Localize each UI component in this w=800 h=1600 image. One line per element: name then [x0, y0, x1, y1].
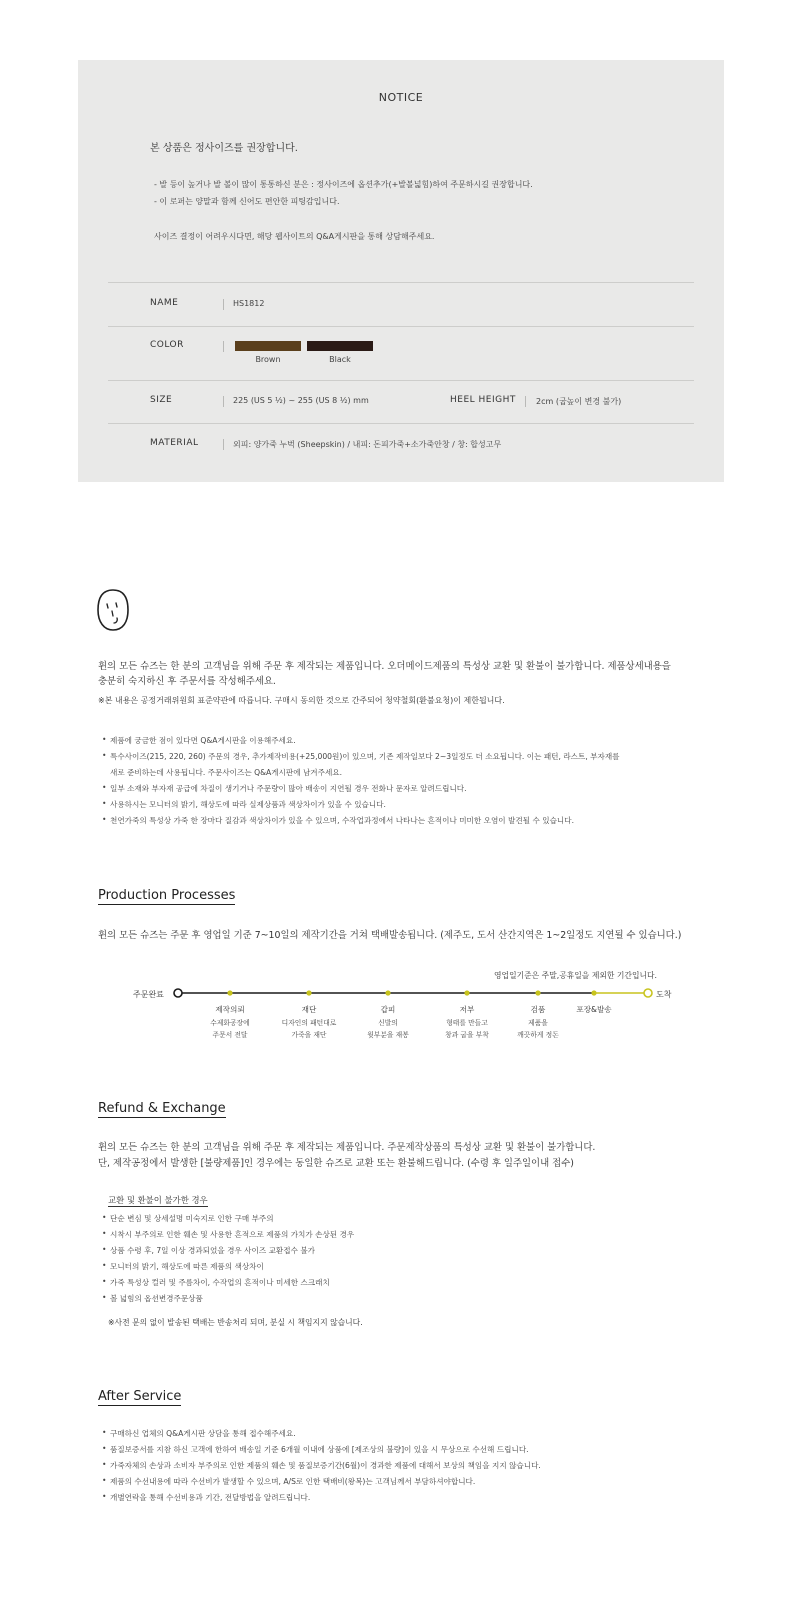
list-item: • 품질보증서를 지참 하신 고객에 한하여 배송일 기준 6개월 이내에 상품에 [제조상의 불량]이 있을 시 무상으로 수선해 드립니다. — [110, 1444, 529, 1455]
list-item: • 단순 변심 및 상세설명 미숙지로 인한 구매 부주의 — [110, 1213, 274, 1224]
refund-subheading: 교환 및 환불이 불가한 경우 — [108, 1195, 208, 1205]
production-heading: Production Processes — [98, 888, 236, 903]
spec-size-label: SIZE — [150, 395, 173, 405]
spec-material-value: 외피: 양가죽 누벅 (Sheepskin) / 내피: 돈피가죽+소가죽안창 / 창: 합성고무 — [233, 440, 502, 449]
timeline-step-label: 갑피 — [380, 1005, 396, 1014]
list-item: • 가죽 특성상 컬러 및 주름차이, 수작업의 흔적이나 미세한 스크래치 — [110, 1277, 330, 1288]
timeline-step-dot — [385, 990, 390, 995]
timeline-step-desc: 형태를 만들고 — [446, 1019, 488, 1027]
timeline-step-label: 저부 — [459, 1005, 475, 1014]
notice-consult-text: 사이즈 결정이 어려우시다면, 해당 웹사이트의 Q&A게시판을 통해 상담해주세요. — [154, 232, 435, 241]
spec-heel-label: HEEL HEIGHT — [450, 395, 516, 405]
list-item: • 제품의 수선내용에 따라 수선비가 발생할 수 있으며, A/S로 인한 택배비(왕복)는 고객님께서 부담하셔야합니다. — [110, 1476, 475, 1487]
spec-name-label: NAME — [150, 298, 179, 308]
spec-material-label: MATERIAL — [150, 438, 199, 448]
notice-title: NOTICE — [378, 91, 424, 104]
timeline-step-desc: 디자인의 패턴대로 — [281, 1019, 337, 1027]
timeline-step-dot — [591, 990, 596, 995]
list-item: • 천연가죽의 특성상 가죽 한 장마다 질감과 색상차이가 있을 수 있으며, 수작업과정에서 나타나는 흔적이나 미미한 오염이 발견될 수 있습니다. — [110, 815, 574, 826]
timeline-step-desc: 깨끗하게 정돈 — [517, 1031, 559, 1039]
timeline-step-dot — [535, 990, 540, 995]
intro-paragraph: 휜의 모든 슈즈는 한 분의 고객님을 위해 주문 후 제작되는 제품입니다. 오더메이드제품의 특성상 교환 및 환불이 불가합니다. 제품상세내용을 — [98, 661, 671, 672]
timeline-step-desc: 제품을 — [528, 1019, 548, 1027]
spec-color-label: COLOR — [150, 340, 184, 350]
notice-line: - 이 로퍼는 양말과 함께 신어도 편안한 피팅감입니다. — [154, 197, 340, 206]
list-item: • 제품에 궁금한 점이 있다면 Q&A게시판을 이용해주세요. — [110, 735, 296, 746]
timeline-start-label: 주문완료 — [133, 990, 164, 999]
timeline-end-node — [644, 989, 652, 997]
notice-line: - 발 등이 높거나 발 볼이 많이 통통하신 분은 : 정사이즈에 옵션추가(+발볼넓힘)하여 주문하시길 권장합니다. — [154, 180, 533, 189]
intro-paragraph: 충분히 숙지하신 후 주문서를 작성해주세요. — [98, 676, 276, 687]
production-text: 휜의 모든 슈즈는 주문 후 영업일 기준 7~10일의 제작기간을 거쳐 택배발송됩니다. (제주도, 도서 산간지역은 1~2일정도 지연될 수 있습니다.) — [98, 930, 682, 941]
timeline-step-desc: 창과 굽을 부착 — [445, 1031, 489, 1039]
spec-name-value: HS1812 — [233, 299, 265, 308]
timeline-step-desc: 윗부분을 재봉 — [367, 1031, 409, 1039]
color-swatch-label: Black — [329, 355, 351, 364]
refund-heading: Refund & Exchange — [98, 1101, 226, 1116]
timeline-step-label: 검품 — [530, 1005, 546, 1014]
timeline-step-dot — [464, 990, 469, 995]
refund-paragraph: 단, 제작공정에서 발생한 [불량제품]인 경우에는 동일한 슈즈로 교환 또는 환불해드립니다. (수령 후 일주일이내 접수) — [98, 1158, 574, 1169]
list-item: • 볼 넓힘의 옵션변경주문상품 — [110, 1293, 203, 1304]
timeline-start-node — [174, 989, 182, 997]
timeline-step-desc: 수제화공장에 — [210, 1019, 250, 1027]
timeline-step-label: 포장&발송 — [576, 1005, 612, 1014]
intro-note: ※본 내용은 공정거래위원회 표준약관에 따릅니다. 구매시 동의한 것으로 간주되어 청약철회(환불요청)이 제한됩니다. — [98, 696, 505, 705]
timeline-step-label: 재단 — [301, 1005, 317, 1014]
list-item: • 시착시 부주의로 인한 훼손 및 사용한 흔적으로 제품의 가치가 손상된 경우 — [110, 1229, 354, 1240]
list-item: • 사용하시는 모니터의 밝기, 해상도에 따라 실제상품과 색상차이가 있을 수 있습니다. — [110, 799, 386, 810]
refund-paragraph: 휜의 모든 슈즈는 한 분의 고객님을 위해 주문 후 제작되는 제품입니다. 주문제작상품의 특성상 교환 및 환불이 불가합니다. — [98, 1142, 596, 1153]
timeline-step-dot — [227, 990, 232, 995]
timeline-step-dot — [306, 990, 311, 995]
list-item: • 상품 수령 후, 7일 이상 경과되었을 경우 사이즈 교환접수 불가 — [110, 1245, 315, 1256]
list-item: • 일부 소재와 부자재 공급에 차질이 생기거나 주문량이 많아 배송이 지연될 경우 전화나 문자로 알려드립니다. — [110, 783, 467, 794]
color-swatch-label: Brown — [255, 355, 281, 364]
list-item: • 구매하신 업체의 Q&A게시판 상담을 통해 접수해주세요. — [110, 1428, 296, 1439]
list-item: • 가죽자체의 손상과 소비자 부주의로 인한 제품의 훼손 및 품질보증기간(6월)이 경과한 제품에 대해서 보상의 책임을 지지 않습니다. — [110, 1460, 541, 1471]
after-service-heading: After Service — [98, 1389, 182, 1404]
notice-headline: 본 상품은 정사이즈를 권장합니다. — [150, 143, 298, 154]
timeline-step-desc: 가죽을 재단 — [291, 1031, 327, 1039]
spec-size-value: 225 (US 5 ½) ~ 255 (US 8 ½) mm — [233, 396, 369, 405]
list-item-continued: 새로 준비하는데 사용됩니다. 주문사이즈는 Q&A게시판에 남겨주세요. — [110, 768, 343, 777]
timeline-end-label: 도착 — [656, 990, 672, 999]
refund-note: ※사전 문의 없이 발송된 택배는 반송처리 되며, 분실 시 책임지지 않습니다. — [108, 1318, 363, 1327]
list-item: • 개별연락을 통해 수선비용과 기간, 전달방법을 알려드립니다. — [110, 1492, 310, 1503]
list-item: • 특수사이즈(215, 220, 260) 주문의 경우, 추가제작비용(+25,000원)이 있으며, 기존 제작일보다 2~3일정도 더 소요됩니다. 이는 패턴, 라스트, 부자재를 — [110, 751, 620, 762]
timeline-step-desc: 신발의 — [378, 1019, 398, 1027]
business-day-note: 영업일기준은 주말,공휴일을 제외한 기간입니다. — [494, 971, 658, 980]
timeline-step-desc: 주문서 전달 — [212, 1031, 248, 1039]
timeline-step-label: 제작의뢰 — [215, 1005, 245, 1014]
spec-heel-value: 2cm (굽높이 변경 불가) — [536, 397, 622, 406]
list-item: • 모니터의 밝기, 해상도에 따른 제품의 색상차이 — [110, 1261, 264, 1272]
